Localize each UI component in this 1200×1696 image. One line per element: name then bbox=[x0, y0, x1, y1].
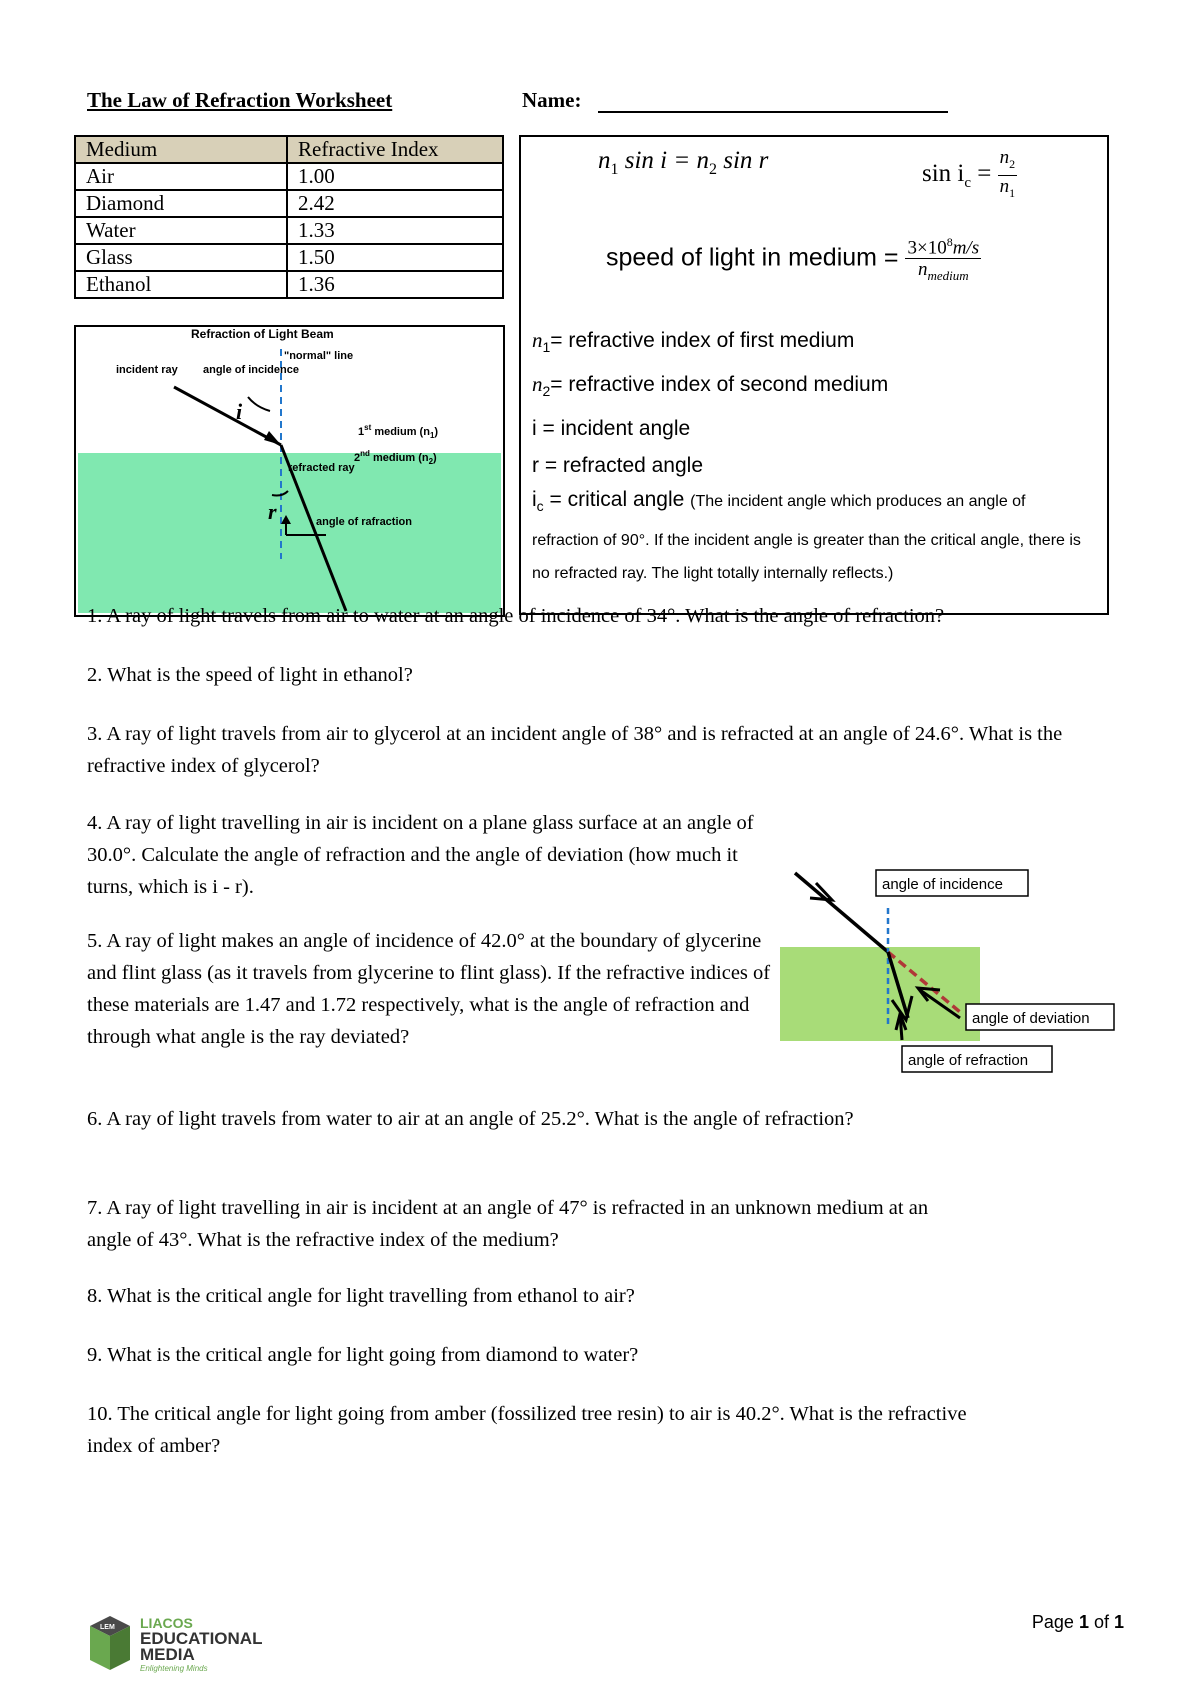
question-10: 10. The critical angle for light going from amber (fossilized tree resin) to air is 40.2°. What is the refractive index of amber? bbox=[87, 1403, 967, 1457]
logo-line3: MEDIA bbox=[140, 1645, 195, 1664]
question-1: 1. A ray of light travels from air to water at an angle of incidence of 34°. What is the angle of refraction? bbox=[87, 605, 945, 627]
definition-n1: $n_1=$ refractive index of first medium bbox=[532, 328, 855, 356]
cell-medium: Glass bbox=[75, 244, 287, 271]
column-header-index: Refractive Index bbox=[287, 136, 503, 163]
definition-i: i = incident angle bbox=[532, 417, 691, 441]
angle-i-symbol: i bbox=[236, 399, 243, 424]
first-medium-label: 1st medium $(n_1)$ bbox=[358, 423, 439, 440]
deviation-diagram bbox=[780, 868, 1120, 1069]
table-header-row bbox=[75, 136, 503, 163]
cell-medium: Air bbox=[75, 163, 287, 190]
angle-of-refraction-label: angle of refraction bbox=[908, 1052, 1029, 1069]
cell-index: 1.00 bbox=[287, 163, 503, 190]
cell-index: 1.33 bbox=[287, 217, 503, 244]
angle-r-symbol: r bbox=[268, 499, 277, 524]
refraction-diagram bbox=[74, 325, 505, 617]
table-row bbox=[75, 163, 503, 190]
angle-of-incidence-label: angle of incidence bbox=[882, 876, 1003, 893]
logo-line1: LIACOS bbox=[140, 1615, 193, 1631]
question-4: 4. A ray of light travelling in air is incident on a plane glass surface at an angle of 30.0°. Calculate the angle of refraction and the angle of deviation (how much it turns, which is i - r). bbox=[87, 812, 754, 898]
cell-index: 1.50 bbox=[287, 244, 503, 271]
table-row bbox=[75, 217, 503, 244]
question-7: 7. A ray of light travelling in air is incident at an angle of 47° is refracted in an unknown medium at an angle of 43°. What is the refractive index of the medium? bbox=[87, 1197, 929, 1251]
incident-ray-arrowhead bbox=[264, 431, 281, 445]
logo-line2: EDUCATIONAL bbox=[140, 1629, 263, 1648]
incident-ray bbox=[174, 387, 281, 445]
column-header-medium: Medium bbox=[75, 136, 287, 163]
cell-index: 1.36 bbox=[287, 271, 503, 298]
cell-medium: Diamond bbox=[75, 190, 287, 217]
angle-i-arc bbox=[248, 397, 270, 411]
question-9: 9. What is the critical angle for light going from diamond to water? bbox=[87, 1344, 639, 1366]
diagram-title: Refraction of Light Beam bbox=[191, 327, 334, 341]
definition-ic: $i_c$ = critical angle (The incident angle which produces an angle of refraction of 90°. If the incident angle is greater than the critical angle, there is no refracted ray. The light totally internally reflects.) bbox=[532, 488, 1081, 582]
logo-tagline: Enlightening Minds bbox=[140, 1664, 208, 1673]
definition-n2: $n_2=$ refractive index of second medium bbox=[532, 372, 889, 400]
second-medium-label: 2nd medium $(n_2)$ bbox=[354, 449, 437, 466]
page-number: Page 1 of 1 bbox=[1031, 1612, 1124, 1632]
snell-law-formula: $n_1$ $\sin i = n_2$ sin r bbox=[598, 147, 769, 178]
name-blank-line[interactable] bbox=[598, 111, 948, 113]
refraction-diagram-svg bbox=[76, 327, 503, 615]
question-2: 2. What is the speed of light in ethanol? bbox=[87, 664, 413, 686]
cell-medium: Ethanol bbox=[75, 271, 287, 298]
table-row bbox=[75, 244, 503, 271]
definitions-list bbox=[532, 322, 1092, 589]
cell-medium: Water bbox=[75, 217, 287, 244]
name-label: Name: bbox=[522, 88, 582, 112]
second-medium-area bbox=[78, 453, 501, 613]
angle-of-refraction-label: angle of rafraction bbox=[316, 516, 412, 528]
angle-of-deviation-label: angle of deviation bbox=[972, 1010, 1090, 1027]
cell-index: 2.42 bbox=[287, 190, 503, 217]
question-6: 6. A ray of light travels from water to air at an angle of 25.2°. What is the angle of refraction? bbox=[87, 1108, 854, 1130]
refractive-index-table bbox=[74, 135, 504, 299]
angle-of-incidence-label: angle of incidence bbox=[203, 364, 299, 376]
table-row bbox=[75, 271, 503, 298]
glass-block bbox=[780, 947, 980, 1041]
speed-of-light-formula: speed of light in medium = $\frac{3\times 10^8m/s}{n_{medium}}$ bbox=[606, 232, 981, 286]
table-row bbox=[75, 190, 503, 217]
incident-ray-arrowhead bbox=[810, 883, 832, 900]
critical-angle-formula: $\sin i_c$ = $\frac{n_2}{n_1}$ bbox=[922, 147, 1016, 200]
refracted-ray-label: refracted ray bbox=[288, 462, 355, 474]
worksheet-title: The Law of Refraction Worksheet bbox=[87, 88, 393, 112]
incident-ray bbox=[795, 873, 888, 952]
incident-ray-label: incident ray bbox=[116, 364, 178, 376]
refraction-pointer bbox=[900, 1014, 902, 1040]
normal-line-label: "normal" line bbox=[284, 350, 354, 362]
logo-mark: LEM bbox=[100, 1624, 115, 1631]
liacos-logo bbox=[86, 1612, 286, 1676]
question-8: 8. What is the critical angle for light travelling from ethanol to air? bbox=[87, 1285, 635, 1307]
definition-r: r = refracted angle bbox=[532, 454, 704, 478]
question-3: 3. A ray of light travels from air to glycerol at an incident angle of 38° and is refracted at an angle of 24.6°. What is the refractive index of glycerol? bbox=[87, 723, 1063, 777]
question-5: 5. A ray of light makes an angle of incidence of 42.0° at the boundary of glycerine and flint glass (as it travels from glycerine to flint glass). If the refractive indices of these materials are 1.47 and 1.72 respectively, what is the angle of refraction and through what angle is the ray deviated? bbox=[87, 930, 771, 1048]
